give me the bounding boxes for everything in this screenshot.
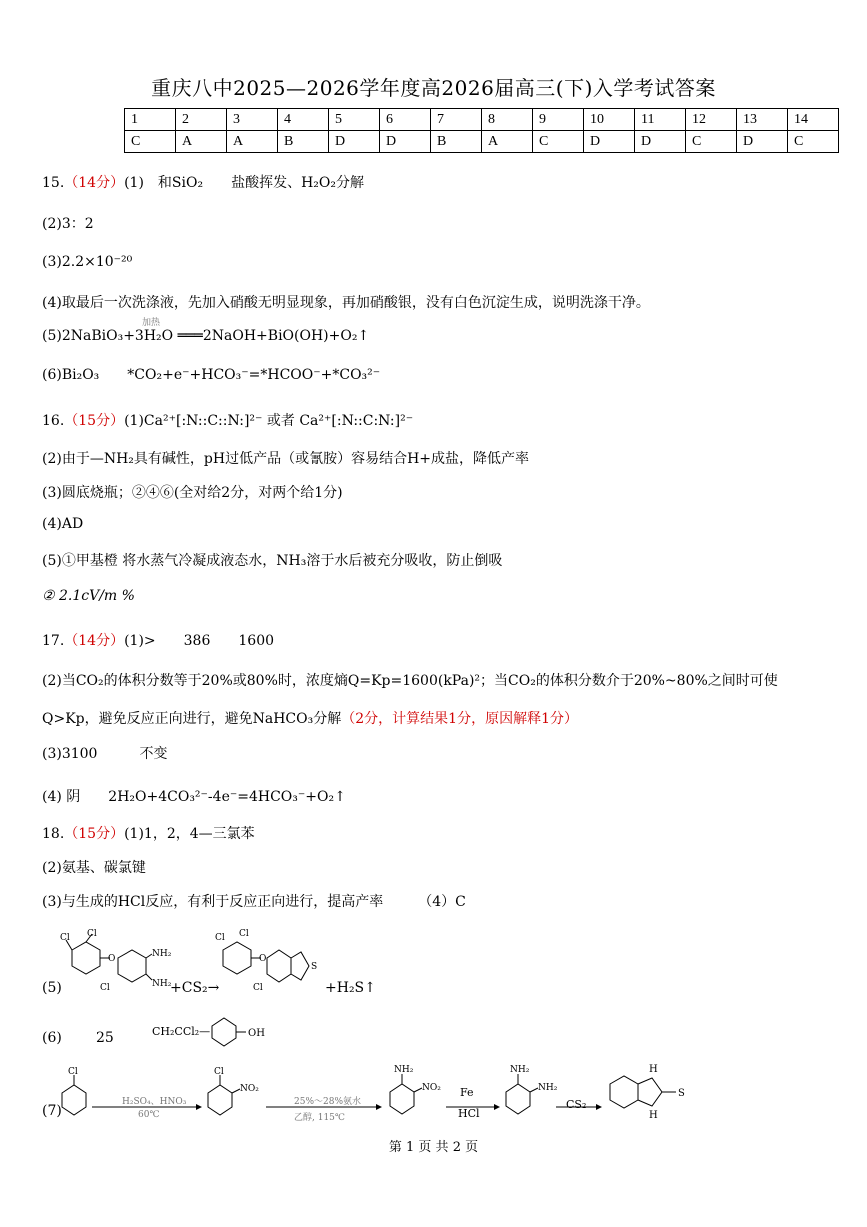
q15-part6: (6)Bi₂O₃ *CO₂+e⁻+HCO₃⁻=*HCOO⁻+*CO₃²⁻ <box>42 367 381 383</box>
phenol-structure <box>206 1012 276 1050</box>
nh2-atom: NH₂ <box>152 949 172 959</box>
q16-part1 <box>42 410 413 430</box>
o-atom: O <box>108 954 116 964</box>
o-atom: O <box>259 954 267 964</box>
answer-cell: D <box>584 131 635 153</box>
answer-cell: D <box>737 131 788 153</box>
nh2-group: NH₂ <box>510 1065 530 1075</box>
q17-part2b-text: Q>Kp，避免反应正向进行，避免NaHCO₃分解 <box>42 711 342 727</box>
q17-part2: (2)当CO₂的体积分数等于20%或80%时，浓度熵Q=Kp=1600(kPa)²；当CO₂的体积分数介于20%~80%之间时可使 <box>42 673 778 689</box>
question-number-cell: 7 <box>431 109 482 131</box>
q17-scoring-note: （2分，计算结果1分，原因解释1分） <box>341 711 578 727</box>
question-number-cell: 10 <box>584 109 635 131</box>
step1-reagent: H₂SO₄、HNO₃ <box>122 1097 187 1107</box>
step1-condition: 60℃ <box>138 1110 160 1120</box>
page-footer: 第 1 页 共 2 页 <box>388 1140 479 1155</box>
cl-atom: Cl <box>100 983 110 993</box>
nitroaniline-structure <box>384 1062 444 1124</box>
question-number-cell: 11 <box>635 109 686 131</box>
page-title: 重庆八中2025—2026学年度高2026届高三(下)入学考试答案 <box>151 76 716 100</box>
answer-cell: A <box>482 131 533 153</box>
q16-part4: (4)AD <box>42 516 84 532</box>
answer-cell: D <box>380 131 431 153</box>
q15-part5-condition: 加热 <box>142 318 161 328</box>
q18-part3: (3)与生成的HCl反应，有利于反应正向进行，提高产率 （4）C <box>42 894 466 910</box>
step2-condition: 乙醇, 115℃ <box>294 1113 345 1123</box>
q16-part2: (2)由于—NH₂具有碱性，pH过低产品（或氰胺）容易结合H+成盐，降低产率 <box>42 451 530 467</box>
step3-reagent: Fe <box>460 1086 474 1099</box>
q18-part2: (2)氨基、碳氯键 <box>42 860 146 876</box>
oh-atom: OH <box>248 1028 265 1039</box>
q15-part5: (5)2NaBiO₃+3H₂O ═══2NaOH+BiO(OH)+O₂↑ <box>42 328 370 344</box>
q15-part3: (3)2.2×10⁻²⁰ <box>42 254 133 270</box>
question-number-cell: 2 <box>176 109 227 131</box>
q16-part1-text: (1)Ca²⁺[:N::C::N:]²⁻ 或者 Ca²⁺[:N::C:N:]²⁻ <box>124 413 414 429</box>
q15-part4: (4)取最后一次洗涤液，先加入硝酸无明显现象，再加硝酸银，没有白色沉淀生成，说明洗涤干净。 <box>42 295 650 311</box>
q17-part1-text: (1)> 386 1600 <box>124 633 275 649</box>
q16-part5: (5)①甲基橙 将水蒸气冷凝成液态水，NH₃溶于水后被充分吸收，防止倒吸 <box>42 553 503 569</box>
step2-reagent: 25%～28%氨水 <box>294 1097 362 1107</box>
question-number-cell: 13 <box>737 109 788 131</box>
question-number-cell: 8 <box>482 109 533 131</box>
cl-atom: Cl <box>60 933 70 943</box>
step3-condition: HCl <box>458 1107 480 1120</box>
q16-part5b: ② 2.1cV/m % <box>42 588 135 604</box>
q18-part5-label: (5) <box>42 980 62 996</box>
nh2-atom: NH₂ <box>152 979 172 989</box>
answer-cell: C <box>686 131 737 153</box>
answer-table-answers <box>125 131 839 153</box>
answer-cell: A <box>227 131 278 153</box>
q15-part1-text: (1) 和SiO₂ 盐酸挥发、H₂O₂分解 <box>124 175 364 191</box>
answer-cell: D <box>329 131 380 153</box>
q17-part1 <box>42 630 274 650</box>
cl-atom: Cl <box>87 929 97 939</box>
q18-part1-text: (1)1，2，4—三氯苯 <box>124 826 255 842</box>
answer-table-numbers <box>125 109 839 131</box>
cl-atom: Cl <box>253 983 263 993</box>
q18-part1 <box>42 823 255 843</box>
q15-part2: (2)3：2 <box>42 216 94 232</box>
cl-atom: Cl <box>215 933 225 943</box>
q18-part5-plus: +CS₂→ <box>170 980 220 996</box>
question-number-cell: 6 <box>380 109 431 131</box>
q16-number: 16. <box>42 413 65 429</box>
chlorobenzene-structure <box>56 1065 92 1125</box>
question-number-cell: 5 <box>329 109 380 131</box>
step4-reagent: CS₂ <box>566 1098 587 1111</box>
q18-score: （15分） <box>64 826 125 842</box>
q18-number: 18. <box>42 826 65 842</box>
question-number-cell: 14 <box>788 109 839 131</box>
question-number-cell: 4 <box>278 109 329 131</box>
q17-part3: (3)3100 不变 <box>42 746 168 762</box>
question-number-cell: 9 <box>533 109 584 131</box>
q15-number: 15. <box>42 175 65 191</box>
question-number-cell: 1 <box>125 109 176 131</box>
s-atom: S <box>311 962 318 972</box>
cl-atom: Cl <box>239 929 249 939</box>
no2-group: NO₂ <box>240 1084 259 1094</box>
cl-atom: Cl <box>68 1067 78 1077</box>
cl-atom: Cl <box>214 1067 224 1077</box>
answer-cell: B <box>431 131 482 153</box>
answer-cell: A <box>176 131 227 153</box>
q18-part6-answer: 25 <box>96 1030 114 1046</box>
q17-part4: (4) 阴 2H₂O+4CO₃²⁻-4e⁻=4HCO₃⁻+O₂↑ <box>42 789 346 805</box>
q18-part6-substituent: CH₂CCl₂— <box>152 1025 211 1038</box>
q15-score: （14分） <box>64 175 125 191</box>
product-structure-5 <box>215 928 325 996</box>
answer-cell: C <box>788 131 839 153</box>
q18-part6-label: (6) <box>42 1030 62 1046</box>
nh2-group: NH₂ <box>394 1065 414 1075</box>
q16-part3: (3)圆底烧瓶；②④⑥(全对给2分，对两个给1分) <box>42 485 343 501</box>
question-number-cell: 3 <box>227 109 278 131</box>
question-number-cell: 12 <box>686 109 737 131</box>
q18-part7-label: (7) <box>42 1103 62 1119</box>
q17-number: 17. <box>42 633 65 649</box>
q16-score: （15分） <box>64 413 125 429</box>
no2-group: NO₂ <box>422 1083 441 1093</box>
reactant-structure-5 <box>60 928 180 996</box>
nh2-group: NH₂ <box>538 1083 558 1093</box>
q17-part2b <box>42 708 578 728</box>
answer-cell: C <box>533 131 584 153</box>
answer-table <box>124 108 839 153</box>
chloronitrobenzene-structure <box>202 1065 262 1125</box>
s-atom: S <box>678 1088 685 1099</box>
q17-score: （14分） <box>64 633 125 649</box>
q18-part5-byproduct: +H₂S↑ <box>325 980 376 996</box>
nh-atom: H <box>649 1064 658 1075</box>
nh-atom: H <box>649 1110 658 1120</box>
answer-cell: C <box>125 131 176 153</box>
phenylenediamine-structure <box>500 1062 560 1124</box>
answer-cell: B <box>278 131 329 153</box>
answer-cell: D <box>635 131 686 153</box>
benzimidazolethione-structure <box>604 1058 700 1120</box>
q15-part1 <box>42 172 364 192</box>
